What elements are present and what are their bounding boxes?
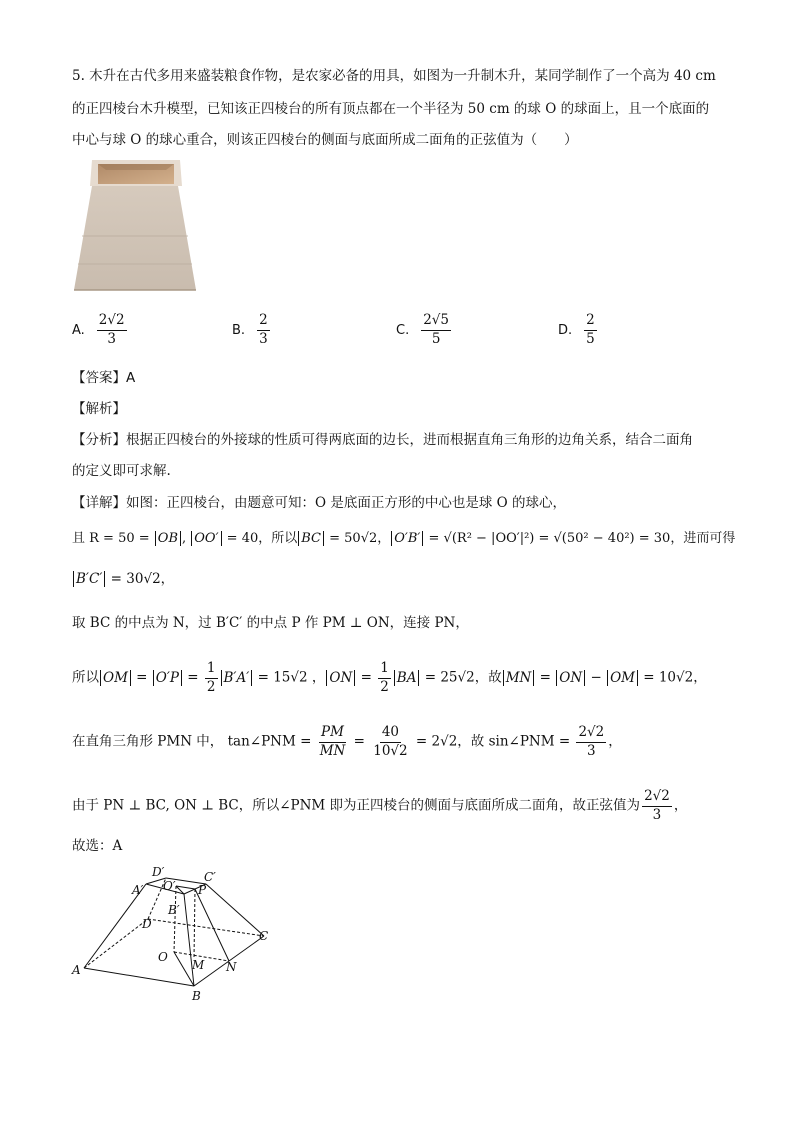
option-c: [396, 314, 453, 346]
detail-line-2: 且 R = 50 = OB , OO′ = 40，所以 BC = 50√2， O′B′ = √(R² − |OO′|²) = √(50² − 40²) = 30，进而可得: [72, 531, 736, 546]
option-c-fraction: $\frac{2√5}{5}$: [423, 312, 449, 347]
option-d: [558, 314, 599, 346]
option-d-label: D.: [558, 322, 573, 338]
answer-line: [72, 368, 135, 388]
detail-line-8: 故选：A: [72, 838, 123, 854]
option-c-label: C.: [396, 322, 410, 338]
label-d: D: [142, 917, 152, 931]
option-b-label: B.: [232, 322, 246, 338]
label-a: A: [72, 963, 81, 977]
label-a-prime: A′: [132, 883, 144, 897]
option-b: [232, 314, 272, 346]
frustum-figure: [66, 862, 286, 1012]
label-d-prime: D′: [152, 865, 165, 879]
fenxi-tag: 【分析】: [72, 432, 126, 448]
wooden-sheng-photo: [72, 156, 198, 294]
fenxi-line-2: 的定义即可求解.: [72, 463, 171, 479]
option-a: [72, 314, 129, 346]
option-a-label: A.: [72, 322, 85, 338]
label-n: N: [226, 960, 237, 974]
question-line-3: 中心与球 O 的球心重合，则该正四棱台的侧面与底面所成二面角的正弦值为（ ）: [72, 132, 578, 148]
label-o: O: [158, 950, 168, 964]
option-b-fraction: $\frac{2}{3}$: [259, 312, 268, 347]
label-b-prime: B′: [168, 903, 180, 917]
label-c: C: [259, 929, 269, 943]
label-m: M: [192, 958, 205, 972]
detail-line-5: 所以 OM = O′P = $\frac{1}{2}$ B′A′ = 15√2 ， ON = $\frac{1}{2}$ BA = 25√2，故 MN = ON − OM = 10√2，: [72, 660, 707, 695]
label-b: B: [192, 989, 201, 1003]
detail-line-1: 【详解】如图：正四棱台，由题意可知：O 是底面正方形的中心也是球 O 的球心，: [72, 495, 567, 511]
label-o-prime: O′: [163, 879, 176, 893]
option-d-fraction: $\frac{2}{5}$: [586, 312, 595, 347]
detail-line-3: B′C′ = 30√2，: [72, 569, 174, 589]
question-line-1: 5. 木升在古代多用来盛装粮食作物，是农家必备的用具，如图为一升制木升，某同学制作了一个高为 40 cm: [72, 68, 716, 84]
label-p: P: [198, 883, 207, 897]
question-line-2: 的正四棱台木升模型，已知该正四棱台的所有顶点都在一个半径为 50 cm 的球 O 的球面上，且一个底面的: [72, 101, 710, 117]
detail-line-7: 由于 PN ⊥ BC, ON ⊥ BC，所以∠PNM 即为正四棱台的侧面与底面所成二面角，故正弦值为 $\frac{2√2}{3}$ ，: [72, 788, 688, 823]
answer-value: A: [126, 370, 136, 386]
detail-line-6: 在直角三角形 PMN 中， tan∠PNM = $\frac{PM}{MN}$ = $\frac{40}{10√2}$ = 2√2，故 sin∠PNM = $\frac{2√2}{3}$ ，: [72, 724, 622, 759]
detail-tag: 【详解】: [72, 495, 126, 511]
detail-line-4: 取 BC 的中点为 N，过 B′C′ 的中点 P 作 PM ⊥ ON，连接 PN，: [72, 615, 469, 631]
option-a-fraction: $\frac{2√2}{3}$: [98, 312, 125, 347]
label-c-prime: C′: [204, 870, 216, 884]
fenxi-line-1: 【分析】根据正四棱台的外接球的性质可得两底面的边长，进而根据直角三角形的边角关系，结合二面角: [72, 432, 693, 448]
answer-tag: 【答案】: [72, 370, 126, 386]
analysis-tag: 【解析】: [72, 401, 126, 417]
